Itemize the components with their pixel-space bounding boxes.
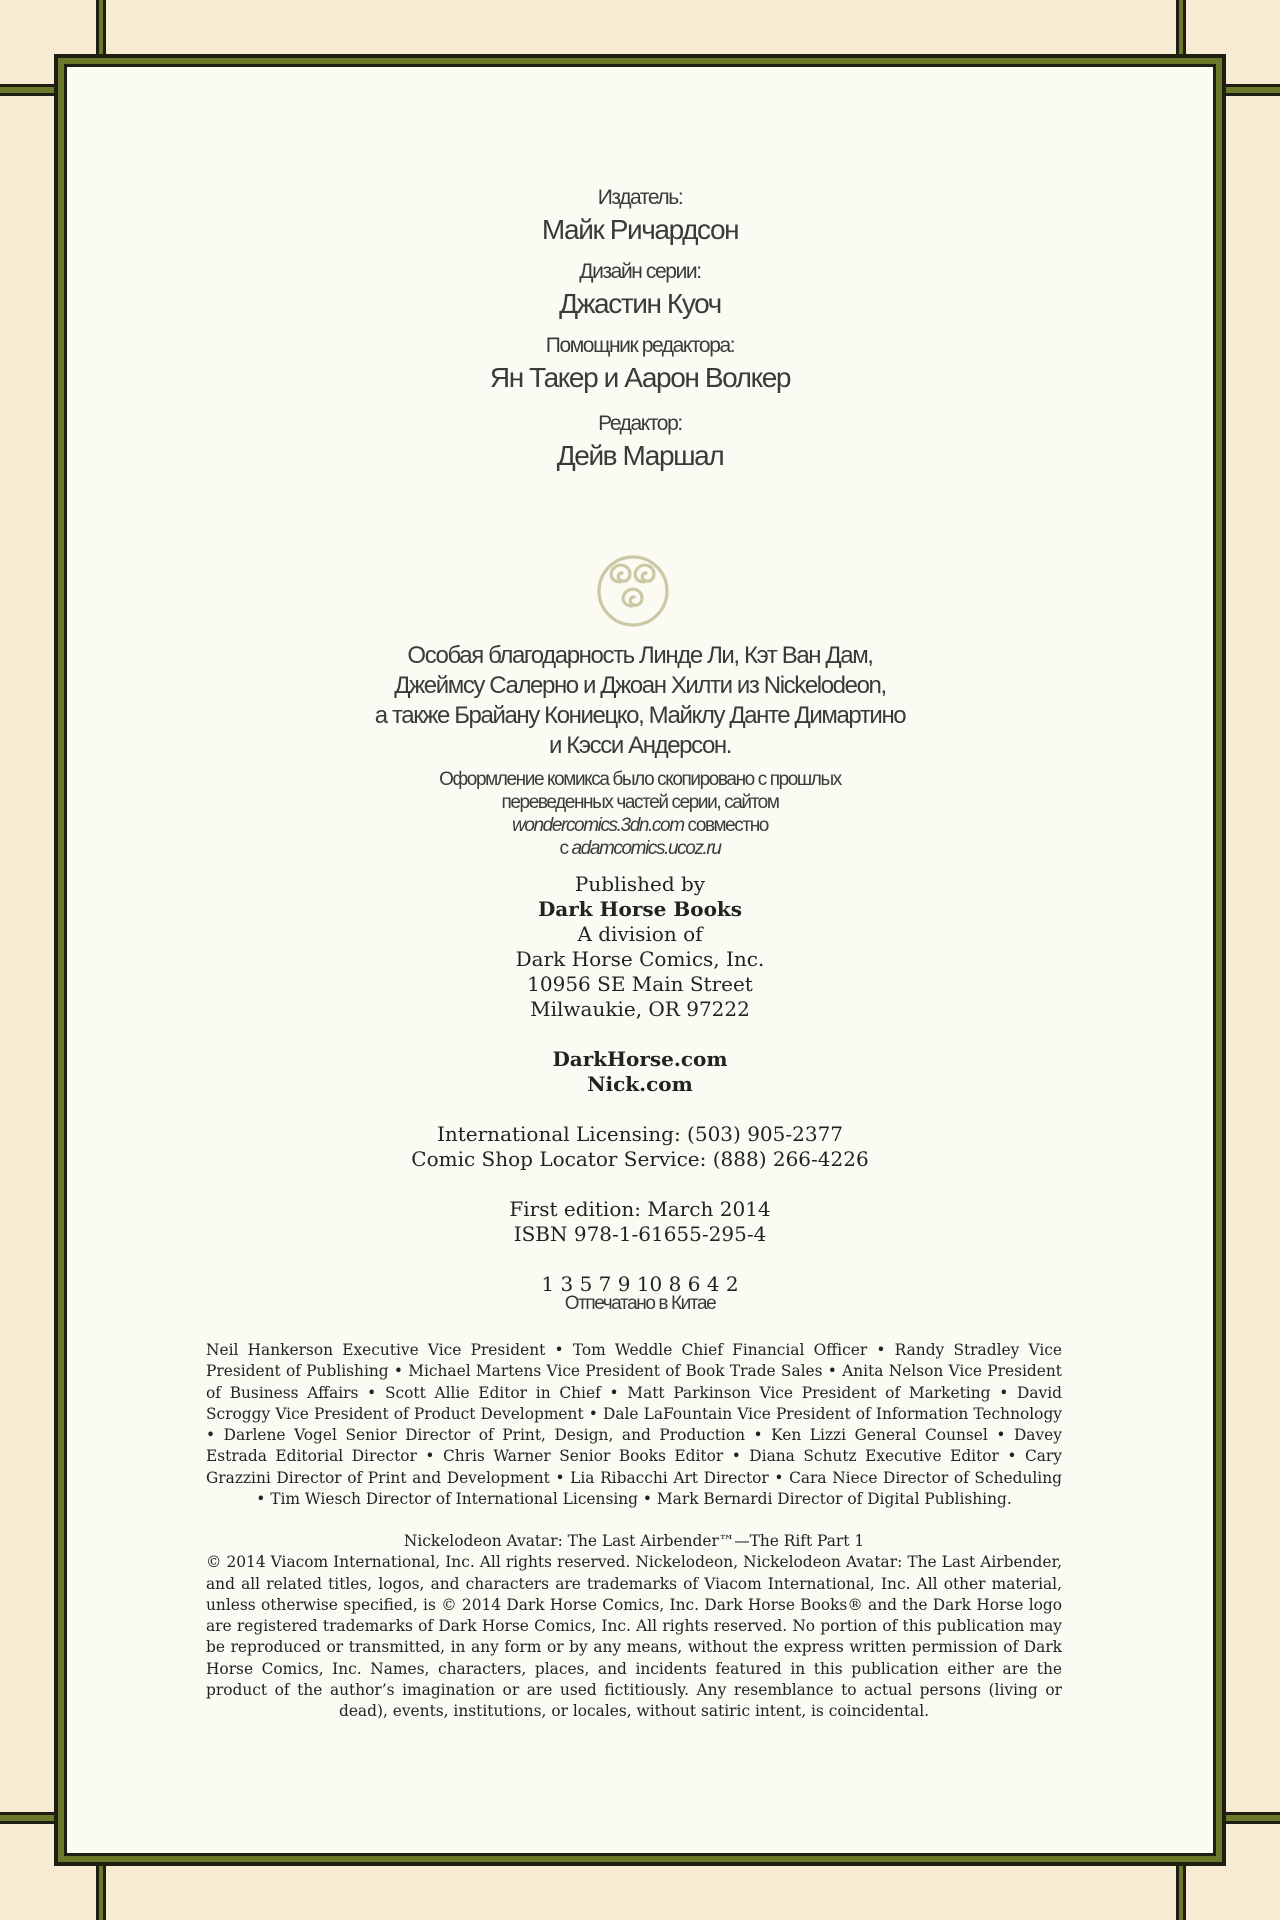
credit-role-assistant-editor: Помощник редактора: bbox=[545, 334, 735, 357]
legal-block bbox=[206, 1531, 1062, 1723]
translator-site-2: adamcomics.ucoz.ru bbox=[571, 838, 721, 859]
backdrop-line-left-bottom bbox=[96, 1860, 106, 1920]
locator-contact: Comic Shop Locator Service: (888) 266-4226 bbox=[411, 1147, 869, 1171]
credit-role-design: Дизайн серии: bbox=[579, 260, 701, 283]
translator-site-1: wondercomics.3dn.com bbox=[512, 815, 684, 836]
thanks-line: и Кэсси Андерсон. bbox=[548, 732, 732, 759]
division-of: A division of bbox=[577, 922, 703, 946]
translation-line bbox=[0, 814, 1280, 837]
credit-name-design: Джастин Куоч bbox=[559, 288, 721, 319]
legal-title: Nickelodeon Avatar: The Last Airbender™—The Rift Part 1 bbox=[403, 1532, 865, 1550]
backdrop-line-left-upper bbox=[0, 84, 60, 96]
translation-prefix: с bbox=[559, 838, 568, 859]
backdrop-line-right-lower bbox=[1220, 1812, 1280, 1824]
publisher-block bbox=[0, 872, 1280, 1297]
imprint-name: Dark Horse Books bbox=[537, 897, 743, 921]
published-by: Published by bbox=[574, 872, 706, 896]
credit-name-publisher: Майк Ричардсон bbox=[541, 214, 739, 245]
street-address: 10956 SE Main Street bbox=[527, 972, 753, 996]
credit-role-editor: Редактор: bbox=[598, 412, 682, 435]
backdrop-line-right-top bbox=[1176, 0, 1186, 60]
credits-block bbox=[0, 184, 1280, 474]
backdrop-line-left-lower bbox=[0, 1812, 60, 1824]
licensing-contact: International Licensing: (503) 905-2377 bbox=[436, 1122, 844, 1146]
air-nomad-symbol-icon bbox=[590, 548, 676, 634]
first-edition: First edition: March 2014 bbox=[509, 1197, 771, 1221]
staff-list: Neil Hankerson Executive Vice President • Tom Weddle Chief Financial Officer • Randy Stradley Vice President of Publishing • Michael Martens Vice President of Book Trade Sales • Anita Nelson Vice President of Business Affairs • Scott Allie Editor in Chief • Matt Parkinson Vice President of Marketing • David Scroggy Vice President of Product Development • Dale LaFountain Vice President of Information Technology • Darlene Vogel Senior Director of Print, Design, and Production • Ken Lizzi General Counsel • Davey Estrada Editorial Director • Chris Warner Senior Books Editor • Diana Schutz Executive Editor • Cary Grazzini Director of Print and Development • Lia Ribacchi Art Director • Cara Niece Director of Scheduling • Tim Wiesch Director of International Licensing • Mark Bernardi Director of Digital Publishing. bbox=[206, 1341, 1062, 1509]
isbn: ISBN 978-1-61655-295-4 bbox=[513, 1222, 767, 1246]
printed-in: Отпечатано в Китае bbox=[564, 1293, 716, 1314]
credit-name-editor: Дейв Маршал bbox=[556, 440, 724, 471]
website-darkhorse: DarkHorse.com bbox=[552, 1047, 728, 1071]
thanks-line: а также Брайану Кониецко, Майклу Данте Димартино bbox=[374, 702, 906, 729]
translation-joint: совместно bbox=[687, 815, 768, 836]
city-address: Milwaukie, OR 97222 bbox=[530, 997, 750, 1021]
website-nick: Nick.com bbox=[587, 1072, 693, 1096]
special-thanks bbox=[0, 641, 1280, 761]
backdrop-line-right-upper bbox=[1220, 84, 1280, 96]
backdrop-line-right-bottom bbox=[1176, 1860, 1186, 1920]
translation-line: Оформление комикса было скопировано с прошлых bbox=[439, 769, 841, 790]
print-run: 1 3 5 7 9 10 8 6 4 2 bbox=[541, 1272, 739, 1296]
translation-note bbox=[0, 768, 1280, 860]
translation-line: переведенных частей серии, сайтом bbox=[501, 792, 779, 813]
translation-line bbox=[0, 837, 1280, 860]
thanks-line: Джеймсу Салерно и Джоан Хилти из Nickelodeon, bbox=[394, 672, 886, 699]
backdrop-line-left-top bbox=[96, 0, 106, 60]
thanks-line: Особая благодарность Линде Ли, Кэт Ван Дам, bbox=[407, 642, 873, 669]
credit-role-publisher: Издатель: bbox=[597, 186, 683, 209]
company-name: Dark Horse Comics, Inc. bbox=[515, 947, 765, 971]
legal-text: © 2014 Viacom International, Inc. All rights reserved. Nickelodeon, Nickelodeon Avatar: The Last Airbender, and all related titles, logos, and characters are trademarks of Viacom International, Inc. All other material, unless otherwise specified, is © 2014 Dark Horse Comics, Inc. Dark Horse Books® and the Dark Horse logo are registered trademarks of Dark Horse Comics, Inc. All rights reserved. No portion of this publication may be reproduced or transmitted, in any form or by any means, without the express written permission of Dark Horse Comics, Inc. Names, characters, places, and incidents featured in this publication either are the product of the author’s imagination or are used fictitiously. Any resemblance to actual persons (living or dead), events, institutions, or locales, without satiric intent, is coincidental. bbox=[206, 1553, 1062, 1721]
credit-name-assistant-editor: Ян Такер и Аарон Волкер bbox=[489, 362, 791, 393]
